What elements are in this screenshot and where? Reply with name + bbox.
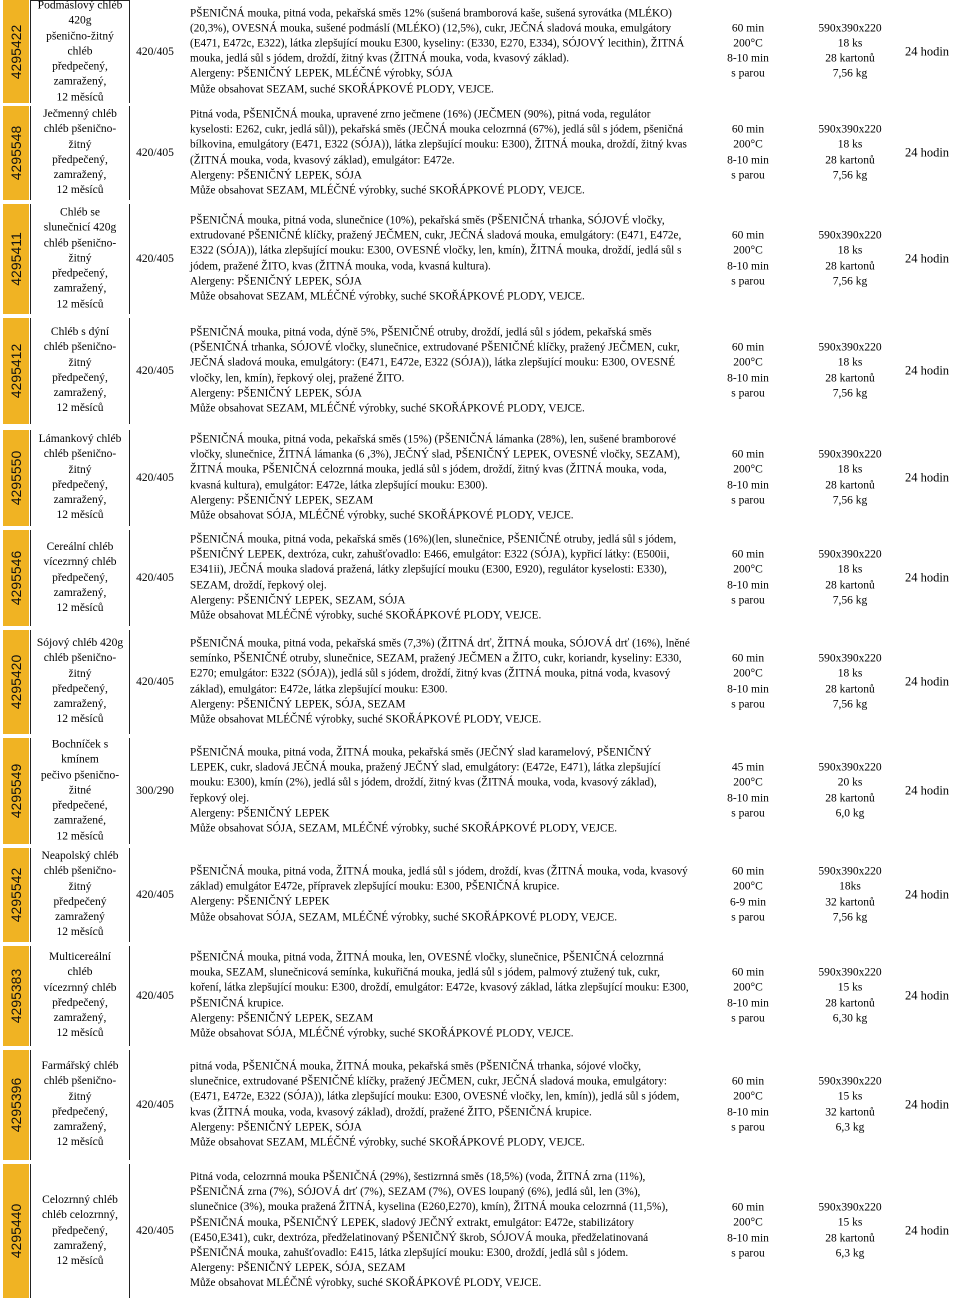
baking-instructions [707,228,789,289]
allergens-text: Alergeny: PŠENIČNÝ LEPEK, SÓJA [190,387,362,400]
allergens-text: Alergeny: PŠENIČNÝ LEPEK [190,807,330,820]
packaging-line: 590x390x220 [818,548,882,561]
baking-line: s parou [731,67,765,80]
shelf-life: 24 hodin [904,251,950,266]
product-code-band [3,946,29,1046]
baking-line: 8-10 min [727,154,769,166]
may-contain-text: Může obsahovat SEZAM, MLÉČNÉ výrobky, suché SKOŘÁPKOVÉ PLODY, VEJCE. [190,184,585,197]
baking-line: 8-10 min [727,260,769,272]
product-row [0,630,960,734]
baking-instructions [707,122,789,183]
packaging-info [796,760,904,821]
baking-line: s parou [731,275,765,288]
packaging-line: 7,56 kg [832,594,868,607]
product-row [0,106,960,200]
packaging-line: 590x390x220 [818,761,882,774]
product-code: 4295550 [8,450,24,506]
packaging-line: 18 ks [837,463,863,476]
product-code-band [3,530,29,626]
product-name-cell [30,0,130,103]
product-name-cell [30,530,130,626]
baking-instructions [707,864,789,925]
shelf-life: 24 hodin [904,363,950,378]
product-weight: 420/405 [136,365,174,377]
product-name: Ječmenný chléb chléb pšenično- žitný předpečený, zamražený, 12 měsíců [43,108,117,197]
product-weight: 420/405 [136,990,174,1002]
may-contain-text: Může obsahovat SEZAM, MLÉČNÉ výrobky, suché SKOŘÁPKOVÉ PLODY, VEJCE. [190,1136,585,1149]
baking-line: s parou [731,387,765,400]
packaging-info [796,1200,904,1261]
packaging-line: 590x390x220 [818,123,882,136]
packaging-line: 15 ks [837,1216,863,1229]
baking-instructions [707,1074,789,1135]
baking-line: 8-10 min [727,52,769,65]
packaging-line: 590x390x220 [818,229,882,242]
product-name: Cereální chléb vícezrnný chléb předpečený, zamražený, 12 měsíců [43,540,117,614]
packaging-info [796,864,904,925]
baking-line: 60 min [731,865,765,878]
product-name-cell [30,318,130,424]
product-row [0,430,960,526]
baking-instructions [707,965,789,1026]
packaging-line: 590x390x220 [818,652,882,665]
ingredients-text: PŠENIČNÁ mouka, pitná voda, pekařská směs 12% (sušená bramborová kaše, sušená syrovátka (MLÉKO) (20,3%), OVESNÁ mouka, sušené podmáslí (MLÉKO) (12,5%), cukr, JEČNÁ sladová mouka, emulgátory (E471, E472c, E322), látka zlepšující mouku E300, kyseliny: (E330, E270, E334), SÓJOVÝ lecithin), ŽITNÁ mouka, jedlá sůl s jódem, droždí, žitný kvas (ŽITNÁ mouka, voda, kvasový základ). [190,6,685,65]
product-name-cell [30,946,130,1046]
allergens-text: Alergeny: PŠENIČNÝ LEPEK, SÓJA [190,1121,362,1134]
product-name: Sójový chléb 420g chléb pšenično- žitný předpečený, zamražený, 12 měsíců [36,637,124,726]
ingredients-text: PŠENIČNÁ mouka, pitná voda, ŽITNÁ mouka, pekařská směs (JEČNÝ slad karamelový, PŠENIČNÝ LEPEK, cukr, sladová JEČNÁ mouka, pražený JEČNÝ slad, emulgátory: (E472e, E471), látka zlepšující mouku: E300), kmín (2%), jedlá sůl s jódem, droždí, žitný kvas (ŽITNÁ mouka, voda, kvasový základ), řepkový olej. [190,746,661,804]
packaging-line: 18 ks [837,138,863,151]
packaging-line: 590x390x220 [818,1075,882,1088]
packaging-line: 28 kartonů [825,683,875,695]
baking-line: 200°C [733,880,763,893]
packaging-line: 590x390x220 [818,341,882,354]
product-weight: 300/290 [136,785,174,797]
packaging-line: 590x390x220 [818,21,882,34]
packaging-line: 32 kartonů [825,896,875,908]
product-code: 4295412 [8,343,24,399]
baking-line: 200°C [733,667,763,680]
ingredients-text: PŠENIČNÁ mouka, pitná voda, pekařská směs (15%) (PŠENIČNÁ lámanka (28%), len, sušené bramborové vločky, slunečnice, ŽITNÁ lámanka (6 ,3%), JEČNÝ slad, PŠENIČNÝ LEPEK, OVESNÉ vločky, SEZAM), ŽITNÁ mouka, PŠENIČNÁ celozrnná mouka, jedlá sůl s jódem, droždí, žitný kvas (ŽITNÁ mouka, voda, kvasná kultura), emulgátor: E472e, látka zlepšující mouku: E300). [190,433,681,491]
ingredients-text: PŠENIČNÁ mouka, pitná voda, slunečnice (10%), pekařská směs (PŠENIČNÁ trhanka, SÓJOVÉ vločky, extrudované PŠENIČNÉ klíčky, pražený JEČMEN, cukr, JEČNÁ sladová mouka, emulgátory: (E471, E472e, E322 (SÓJA)), látka zlepšující mouku: E300, OVESNÉ vločky, len, kmín), ŽITNÁ mouka, droždí, jedlá sůl s jódem, pražené ŽITO, kvas (ŽITNÁ mouka, voda, kvasná kultura). [190,214,682,272]
ingredients-text: PŠENIČNÁ mouka, pitná voda, dýně 5%, PŠENIČNÉ otruby, droždí, jedlá sůl s jódem, pekařská směs (PŠENIČNÁ trhanka, SÓJOVÉ vločky, slunečnice, extrudované PŠENIČNÉ klíčky, pražený JEČMEN, cukr, JEČNÁ sladová mouka, emulgátory: (E471, E472e, E322 (SÓJA)), látka zlepšující mouku: E300, OVESNÉ vločky, len, kmín), řepkový olej, pražené ŽITO. [190,326,680,384]
baking-line: 60 min [731,448,765,461]
shelf-life: 24 hodin [904,887,950,902]
baking-line: 45 min [731,761,765,774]
allergens-text: Alergeny: PŠENIČNÝ LEPEK, SÓJA [190,169,362,182]
packaging-line: 7,56 kg [832,387,868,400]
packaging-line: 28 kartonů [825,1232,875,1244]
packaging-line: 28 kartonů [825,997,875,1009]
baking-instructions [707,340,789,401]
product-weight: 420/405 [136,147,174,159]
baking-line: 8-10 min [727,1106,769,1118]
may-contain-text: Může obsahovat SÓJA, SEZAM, MLÉČNÉ výrobky, suché SKOŘÁPKOVÉ PLODY, VEJCE. [190,911,618,924]
product-weight: 420/405 [136,889,174,901]
packaging-line: 6,30 kg [832,1012,868,1025]
product-code: 4295549 [8,763,24,819]
baking-line: s parou [731,1121,765,1134]
product-description [190,107,690,198]
may-contain-text: Může obsahovat SÓJA, MLÉČNÉ výrobky, suché SKOŘÁPKOVÉ PLODY, VEJCE. [190,509,574,522]
product-name: Celozrnný chléb chléb celozrnný, předpečený, zamražený, 12 měsíců [42,1193,118,1267]
product-weight: 420/405 [136,572,174,584]
product-name: Chléb se slunečnicí 420g chléb pšenično- žitný předpečený, zamražený, 12 měsíců [43,206,117,311]
baking-instructions [707,1200,789,1261]
packaging-line: 15 ks [837,1090,863,1103]
may-contain-text: Může obsahovat SÓJA, MLÉČNÉ výrobky, suché SKOŘÁPKOVÉ PLODY, VEJCE. [190,1027,574,1040]
baking-line: s parou [731,807,765,820]
product-code: 4295542 [8,867,24,923]
allergens-text: Alergeny: PŠENIČNÝ LEPEK, SEZAM, SÓJA [190,594,406,607]
baking-instructions [707,547,789,608]
packaging-line: 18 ks [837,667,863,680]
product-code-band [3,106,29,200]
product-name-cell [30,430,130,526]
may-contain-text: Může obsahovat SÓJA, SEZAM, MLÉČNÉ výrobky, suché SKOŘÁPKOVÉ PLODY, VEJCE. [190,822,618,835]
packaging-line: 590x390x220 [818,966,882,979]
product-description [190,6,690,97]
may-contain-text: Může obsahovat SEZAM, suché SKOŘÁPKOVÉ PLODY, VEJCE. [190,82,494,95]
baking-line: 60 min [731,966,765,979]
shelf-life: 24 hodin [904,470,950,485]
baking-line: 8-10 min [727,683,769,695]
product-code-band [3,848,29,942]
packaging-info [796,340,904,401]
allergens-text: Alergeny: PŠENIČNÝ LEPEK, SEZAM [190,1012,374,1025]
baking-line: 60 min [731,341,765,354]
product-code: 4295396 [8,1077,24,1133]
baking-line: 200°C [733,244,763,257]
allergens-text: Alergeny: PŠENIČNÝ LEPEK, SÓJA, SEZAM [190,1262,406,1275]
product-row [0,946,960,1046]
packaging-line: 7,56 kg [832,275,868,288]
product-code-band [3,318,29,424]
allergens-text: Alergeny: PŠENIČNÝ LEPEK, SÓJA [190,275,362,288]
product-weight: 420/405 [136,472,174,484]
shelf-life: 24 hodin [904,145,950,160]
shelf-life: 24 hodin [904,674,950,689]
baking-line: 60 min [731,652,765,665]
packaging-line: 28 kartonů [825,52,875,65]
shelf-life: 24 hodin [904,44,950,58]
ingredients-text: PŠENIČNÁ mouka, pitná voda, ŽITNÁ mouka, jedlá sůl s jódem, droždí, kvas (ŽITNÁ mouka, voda, kvasový základ) emulgátor E472e, přípravek zlepšující mouku: E300, PŠENIČNÁ krupice. [190,865,688,893]
packaging-info [796,651,904,712]
baking-line: 60 min [731,548,765,561]
product-name-cell [30,1164,130,1298]
product-code: 4295440 [8,1203,24,1259]
product-name: Lámankový chléb chléb pšenično- žitný předpečený, zamražený, 12 měsíců [38,433,122,522]
baking-instructions [707,760,789,821]
baking-line: 200°C [733,356,763,369]
packaging-line: 7,56 kg [832,911,868,924]
product-code: 4295420 [8,654,24,710]
packaging-line: 7,56 kg [832,67,868,80]
product-description [190,1059,690,1150]
baking-line: 200°C [733,776,763,789]
baking-line: 8-10 min [727,997,769,1009]
product-row [0,738,960,844]
packaging-info [796,228,904,289]
baking-line: s parou [731,698,765,711]
product-code-band [3,0,29,103]
packaging-line: 15 ks [837,981,863,994]
baking-line: 8-10 min [727,792,769,804]
product-code: 4295383 [8,968,24,1024]
product-name-cell [30,848,130,942]
packaging-info [796,547,904,608]
baking-line: s parou [731,594,765,607]
may-contain-text: Může obsahovat SEZAM, MLÉČNÉ výrobky, suché SKOŘÁPKOVÉ PLODY, VEJCE. [190,290,585,303]
product-description [190,325,690,416]
ingredients-text: PŠENIČNÁ mouka, pitná voda, ŽITNÁ mouka, len, OVESNÉ vločky, slunečnice, PŠENIČNÁ celozrnná mouka, SEZAM, slunečnicová semínka, kukuřičná mouka, jedlá sůl s jódem, palmový ztužený tuk, cukr, koření, látka zlepšující mouku: E300, droždí, emulgátor: E472e, kvasový základ, látka zlepšující mouku: E300, PŠENIČNÁ krupice. [190,951,689,1009]
packaging-info [796,447,904,508]
product-row [0,204,960,314]
product-code-band [3,430,29,526]
product-code: 4295422 [8,24,24,79]
product-description [190,950,690,1041]
packaging-info [796,965,904,1026]
ingredients-text: PŠENIČNÁ mouka, pitná voda, pekařská směs (16%)(len, slunečnice, PŠENIČNÉ otruby, jedlá sůl s jódem, PŠENIČNÝ LEPEK, dextróza, cukr, zahušťovadlo: E466, emulgátor: E322 (SÓJA), kypřicí látky: (E500ii, E341ii), JEČNÁ mouka sladová pražená, látky zlepšující mouku (E300, E920), regulátor kyselosti: E330), SEZAM, droždí, řepkový olej. [190,533,677,591]
shelf-life: 24 hodin [904,988,950,1003]
product-row [0,530,960,626]
baking-line: s parou [731,494,765,507]
baking-line: s parou [731,911,765,924]
product-code-band [3,204,29,314]
baking-line: 60 min [731,1075,765,1088]
product-description [190,865,690,926]
baking-line: 6-9 min [729,896,767,908]
shelf-life: 24 hodin [904,783,950,798]
shelf-life: 24 hodin [904,570,950,585]
allergens-text: Alergeny: PŠENIČNÝ LEPEK, MLÉČNÉ výrobky, SÓJA [190,67,453,80]
product-code-band [3,738,29,844]
product-weight: 420/405 [136,1099,174,1111]
packaging-line: 7,56 kg [832,494,868,507]
product-description [190,1170,690,1292]
product-description [190,432,690,523]
packaging-line: 28 kartonů [825,372,875,384]
ingredients-text: PŠENIČNÁ mouka, pitná voda, pekařská směs (7,3%) (ŽITNÁ drť, ŽITNÁ mouka, SÓJOVÁ drť (16%), lněné semínko, PŠENIČNÉ otruby, slunečnice, SEZAM, pražený JEČMEN a ŽITO, cukr, koriandr, kyseliny: E330, E270; emulgátor: E322 (SÓJA)), jedlá sůl s jódem, droždí, žitný kvas (ŽITNÁ mouka, pitná voda, kvasový základ), emulgátor: E472e, látka zlepšující mouku: E300. [190,637,690,695]
packaging-line: 28 kartonů [825,260,875,272]
product-name: Chléb s dýní chléb pšenično- žitný předpečený, zamražený, 12 měsíců [43,326,117,415]
product-name-cell [30,738,130,844]
product-name: Podmáslový chléb 420g pšenično-žitný chléb předpečený, zamražený, 12 měsíců [37,0,123,104]
baking-line: 200°C [733,1090,763,1103]
may-contain-text: Může obsahovat MLÉČNÉ výrobky, suché SKOŘÁPKOVÉ PLODY, VEJCE. [190,609,542,622]
packaging-line: 18ks [839,880,861,893]
product-weight: 420/405 [136,1225,174,1237]
product-name: Neapolský chléb chléb pšenično- žitný předpečený zamražený 12 měsíců [41,850,119,939]
packaging-line: 18 ks [837,37,863,50]
packaging-line: 28 kartonů [825,792,875,804]
baking-line: 8-10 min [727,372,769,384]
packaging-line: 590x390x220 [818,448,882,461]
may-contain-text: Může obsahovat MLÉČNÉ výrobky, suché SKOŘÁPKOVÉ PLODY, VEJCE. [190,1277,542,1290]
baking-instructions [707,21,789,82]
baking-line: 8-10 min [727,1232,769,1244]
baking-line: 60 min [731,229,765,242]
product-description [190,213,690,304]
packaging-line: 6,0 kg [835,807,865,820]
product-description [190,636,690,727]
baking-line: s parou [731,1247,765,1260]
product-name-cell [30,1050,130,1160]
product-code-band [3,1164,29,1298]
may-contain-text: Může obsahovat MLÉČNÉ výrobky, suché SKOŘÁPKOVÉ PLODY, VEJCE. [190,713,542,726]
packaging-info [796,122,904,183]
product-row [0,1164,960,1298]
packaging-line: 20 ks [837,776,863,789]
baking-line: 200°C [733,1216,763,1229]
product-code: 4295546 [8,550,24,606]
baking-instructions [707,651,789,712]
product-code: 4295411 [8,232,24,286]
baking-line: 8-10 min [727,479,769,491]
baking-line: 8-10 min [727,579,769,591]
product-name-cell [30,106,130,200]
product-code-band [3,1050,29,1160]
ingredients-text: Pitná voda, PŠENIČNÁ mouka, upravené zrno ječmene (16%) (JEČMEN (90%), pitná voda, regulátor kyselosti: E262, cukr, jedlá sůl)), pekařská směs (JEČNÁ mouka celozrnná (67%), jedlá sůl s jódem, pšeničná bílkovina, emulgátory (E471, E322 (SÓJA)), látka zlepšující mouku: E300), ŽITNÁ mouka, droždí, žitný kvas (ŽITNÁ mouka, voda, kvasový základ), emulgátor: E472e. [190,108,687,166]
product-weight: 420/405 [136,676,174,688]
baking-line: 60 min [731,123,765,136]
baking-line: 60 min [731,1201,765,1214]
ingredients-text: pitná voda, PŠENIČNÁ mouka, ŽITNÁ mouka, pekařská směs (PŠENIČNÁ trhanka, sójové vločky, slunečnice, extrudované PŠENIČNÉ klíčky, pražený JEČMEN, cukr, JEČNÁ sladová mouka, emulgátory: (E471, E472e, E322 (SÓJA)), látka zlepšující mouku: E300, OVESNÉ vločky, len, kmín)), jedlá sůl s jódem, kvas (ŽITNÁ mouka, voda, kvasový základ), droždí, pražené ŽITO, PŠENIČNÁ krupice. [190,1060,680,1118]
product-description [190,532,690,623]
product-row [0,848,960,942]
shelf-life: 24 hodin [904,1097,950,1112]
product-code: 4295548 [8,125,24,181]
packaging-info [796,1074,904,1135]
packaging-line: 18 ks [837,244,863,257]
packaging-line: 28 kartonů [825,579,875,591]
packaging-line: 32 kartonů [825,1106,875,1118]
packaging-line: 590x390x220 [818,1201,882,1214]
baking-line: s parou [731,1012,765,1025]
may-contain-text: Může obsahovat SEZAM, MLÉČNÉ výrobky, suché SKOŘÁPKOVÉ PLODY, VEJCE. [190,402,585,415]
baking-line: 200°C [733,138,763,151]
packaging-line: 6,3 kg [835,1121,865,1134]
product-name-cell [30,204,130,314]
baking-line: 200°C [733,37,763,50]
baking-instructions [707,447,789,508]
allergens-text: Alergeny: PŠENIČNÝ LEPEK [190,896,330,908]
product-name: Bochníček s kmínem pečivo pšenično- žitné předpečené, zamražené, 12 měsíců [40,738,120,843]
product-description [190,745,690,836]
packaging-line: 7,56 kg [832,698,868,711]
ingredients-text: Pitná voda, celozrnná mouka PŠENIČNÁ (29%), šestizrnná směs (18,5%) (voda, ŽITNÁ zrna (11%), PŠENIČNÁ zrna (7%), SÓJOVÁ drť (7%), SEZAM (7%), OVES loupaný (6%), jedlá sůl, len (3%), slunečnice (3%), mouka pražená ŽITNÁ, kyselina (E260,E270), kmín), ŽITNÁ mouka celozrnná (11,5%), PŠENIČNÁ mouka, PŠENIČNÝ LEPEK, sladový JEČNÝ extrakt, emulgátor: E472e, stabilizátory (E450,E341), cukr, dextróza, předželatinovaný PŠENIČNÝ škrob, SÓJOVÁ mouka, předželatinovaná PŠENIČNÁ mouka, zahušťovadlo: E415, látka zlepšující mouku: E300, droždí, jedlá sůl s jódem. [190,1171,668,1260]
baking-line: s parou [731,169,765,182]
product-row [0,0,960,103]
packaging-line: 28 kartonů [825,479,875,491]
product-code-band [3,630,29,734]
product-row [0,1050,960,1160]
baking-line: 60 min [731,21,765,34]
shelf-life: 24 hodin [904,1223,950,1238]
product-name: Multicereální chléb vícezrnný chléb předpečený, zamražený, 12 měsíců [43,951,117,1040]
product-weight: 420/405 [136,253,174,265]
baking-line: 200°C [733,981,763,994]
packaging-info [796,21,904,82]
product-name-cell [30,630,130,734]
baking-line: 200°C [733,563,763,576]
packaging-line: 7,56 kg [832,169,868,182]
allergens-text: Alergeny: PŠENIČNÝ LEPEK, SÓJA, SEZAM [190,698,406,711]
packaging-line: 6,3 kg [835,1247,865,1260]
packaging-line: 590x390x220 [818,865,882,878]
product-name: Farmářský chléb chléb pšenično- žitný předpečený, zamražený, 12 měsíců [41,1060,119,1149]
packaging-line: 18 ks [837,356,863,369]
product-weight: 420/405 [136,45,174,58]
packaging-line: 28 kartonů [825,154,875,166]
allergens-text: Alergeny: PŠENIČNÝ LEPEK, SEZAM [190,494,374,507]
product-row [0,318,960,424]
packaging-line: 18 ks [837,563,863,576]
baking-line: 200°C [733,463,763,476]
